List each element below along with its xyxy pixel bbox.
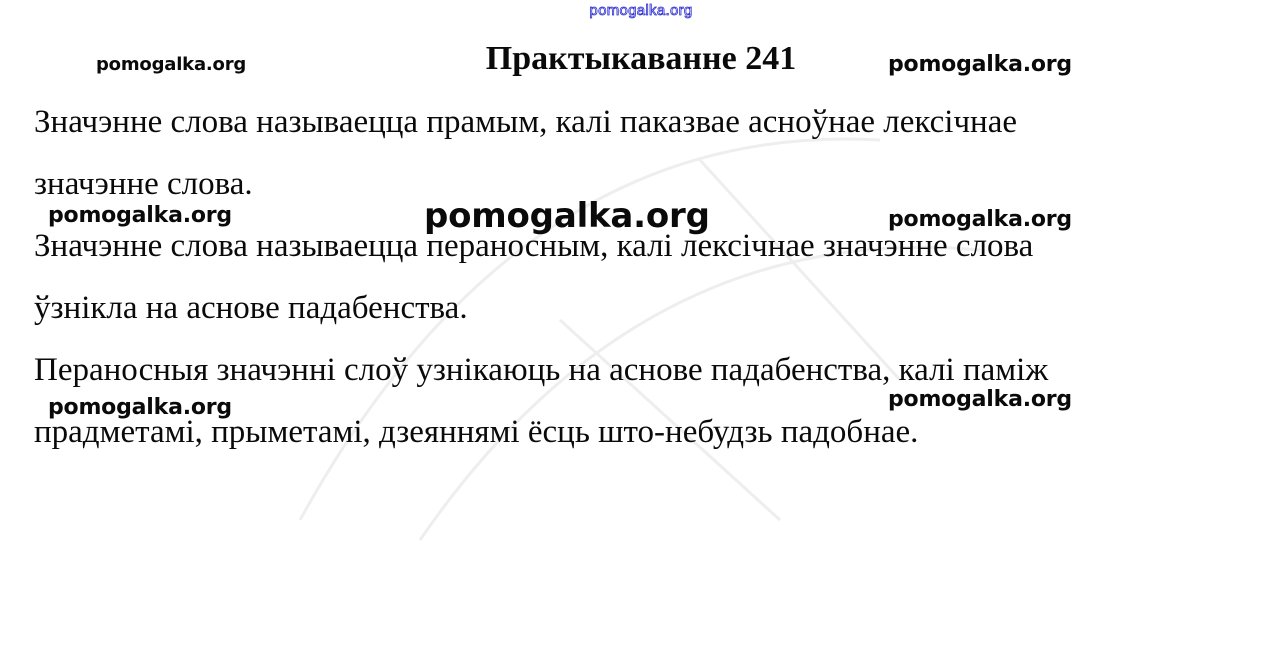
watermark-bottom-right: pomogalka.org: [888, 387, 1072, 412]
text-line: Значэнне слова называецца прамым, калі паказвае асноўнае лексічнае: [34, 104, 1017, 140]
text-line: значэнне слова.: [34, 166, 253, 202]
text-line: прадметамі, прыметамі, дзеяннямі ёсць што-небудзь падобнае.: [34, 414, 919, 450]
watermark-top-left: pomogalka.org: [96, 54, 247, 75]
watermark-middle-right: pomogalka.org: [888, 207, 1072, 232]
watermark-top-right: pomogalka.org: [888, 52, 1072, 77]
text-line: Значэнне слова называецца пераносным, калі лексічнае значэнне слова: [34, 228, 1034, 264]
watermark-center-large: pomogalka.org: [424, 196, 710, 236]
text-line: Пераносныя значэнні слоў узнікаюць на аснове падабенства, калі паміж: [34, 352, 1049, 388]
watermark-top: pomogalka.org: [589, 2, 693, 19]
watermark-bottom-left: pomogalka.org: [48, 395, 232, 420]
text-line: ўзнікла на аснове падабенства.: [34, 290, 468, 326]
exercise-title: Практыкаванне 241: [485, 40, 797, 77]
watermark-middle-left: pomogalka.org: [48, 203, 232, 228]
